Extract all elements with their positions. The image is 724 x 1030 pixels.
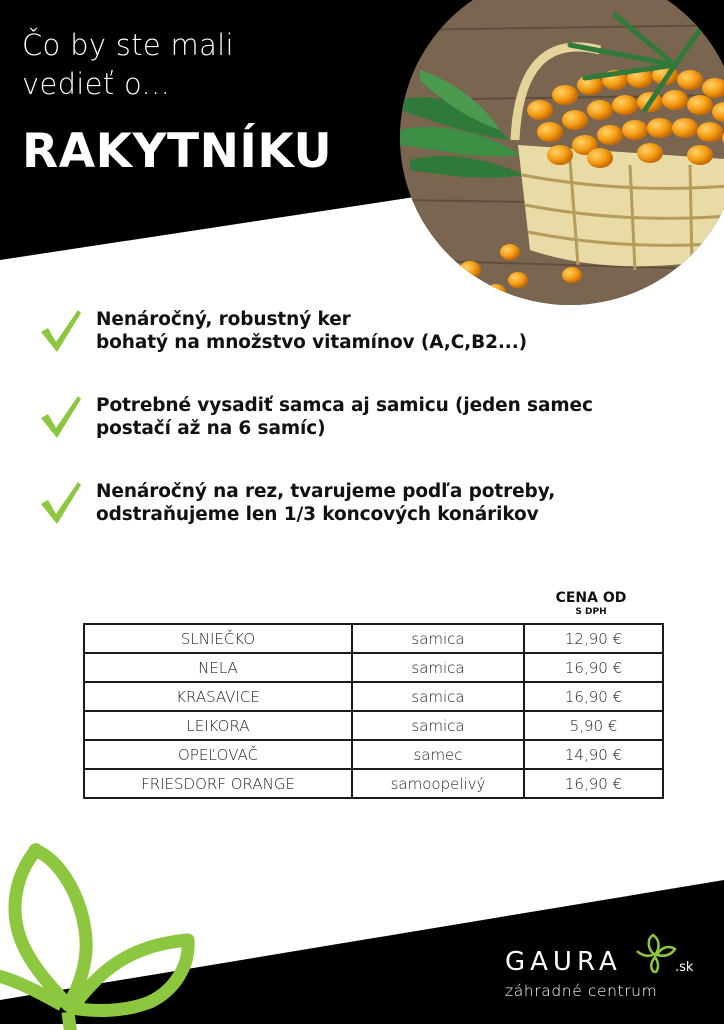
feature-line-1: Potrebné vysadiť samca aj samicu (jeden samec: [96, 395, 593, 416]
type-cell: samica: [352, 682, 524, 711]
brand-tagline: záhradné centrum: [505, 982, 658, 1000]
feature-text: [96, 394, 593, 440]
feature-line-1: Nenáročný, robustný ker: [96, 309, 351, 330]
price-cell: 14,90 €: [524, 740, 663, 769]
table-row: [84, 682, 663, 711]
variety-cell: SLNIEČKO: [84, 624, 352, 653]
table-row: [84, 740, 663, 769]
brand-name: GAURA: [505, 947, 622, 977]
variety-cell: NELA: [84, 653, 352, 682]
price-column-header: [522, 590, 660, 618]
page-title: RAKYTNÍKU: [22, 124, 333, 179]
leaf-decoration-icon: [0, 840, 250, 1030]
table-row: [84, 653, 663, 682]
price-cell: 16,90 €: [524, 653, 663, 682]
type-cell: samica: [352, 624, 524, 653]
check-icon: [38, 394, 84, 440]
table-row: [84, 711, 663, 740]
feature-line-2: bohatý na množstvo vitamínov (A,C,B2...): [96, 332, 528, 353]
price-header-line-1: CENA OD: [555, 590, 627, 606]
intro-line-2: vedieť o...: [22, 67, 171, 101]
feature-line-1: Nenáročný na rez, tvarujeme podľa potreby,: [96, 481, 556, 502]
feature-text: [96, 308, 527, 354]
brand-domain: .sk: [675, 960, 694, 975]
variety-cell: OPEĽOVAČ: [84, 740, 352, 769]
type-cell: samica: [352, 711, 524, 740]
table-row: [84, 769, 663, 798]
check-icon: [38, 308, 84, 354]
price-cell: 16,90 €: [524, 682, 663, 711]
intro-line-1: Čo by ste mali: [22, 28, 234, 62]
variety-cell: KRASAVICE: [84, 682, 352, 711]
table-row: [84, 624, 663, 653]
price-cell: 16,90 €: [524, 769, 663, 798]
price-cell: 5,90 €: [524, 711, 663, 740]
price-header-line-2: S DPH: [575, 607, 607, 617]
type-cell: samica: [352, 653, 524, 682]
feature-line-2: odstraňujeme len 1/3 koncových konárikov: [96, 504, 539, 525]
variety-cell: LEIKORA: [84, 711, 352, 740]
feature-line-2: postačí až na 6 samíc): [96, 418, 326, 439]
check-icon: [38, 480, 84, 526]
intro-heading: [22, 26, 234, 104]
price-cell: 12,90 €: [524, 624, 663, 653]
price-table: [83, 623, 664, 799]
variety-cell: FRIESDORF ORANGE: [84, 769, 352, 798]
type-cell: samoopelivý: [352, 769, 524, 798]
feature-text: [96, 480, 555, 526]
flower-logo-icon: [635, 933, 677, 973]
type-cell: samec: [352, 740, 524, 769]
